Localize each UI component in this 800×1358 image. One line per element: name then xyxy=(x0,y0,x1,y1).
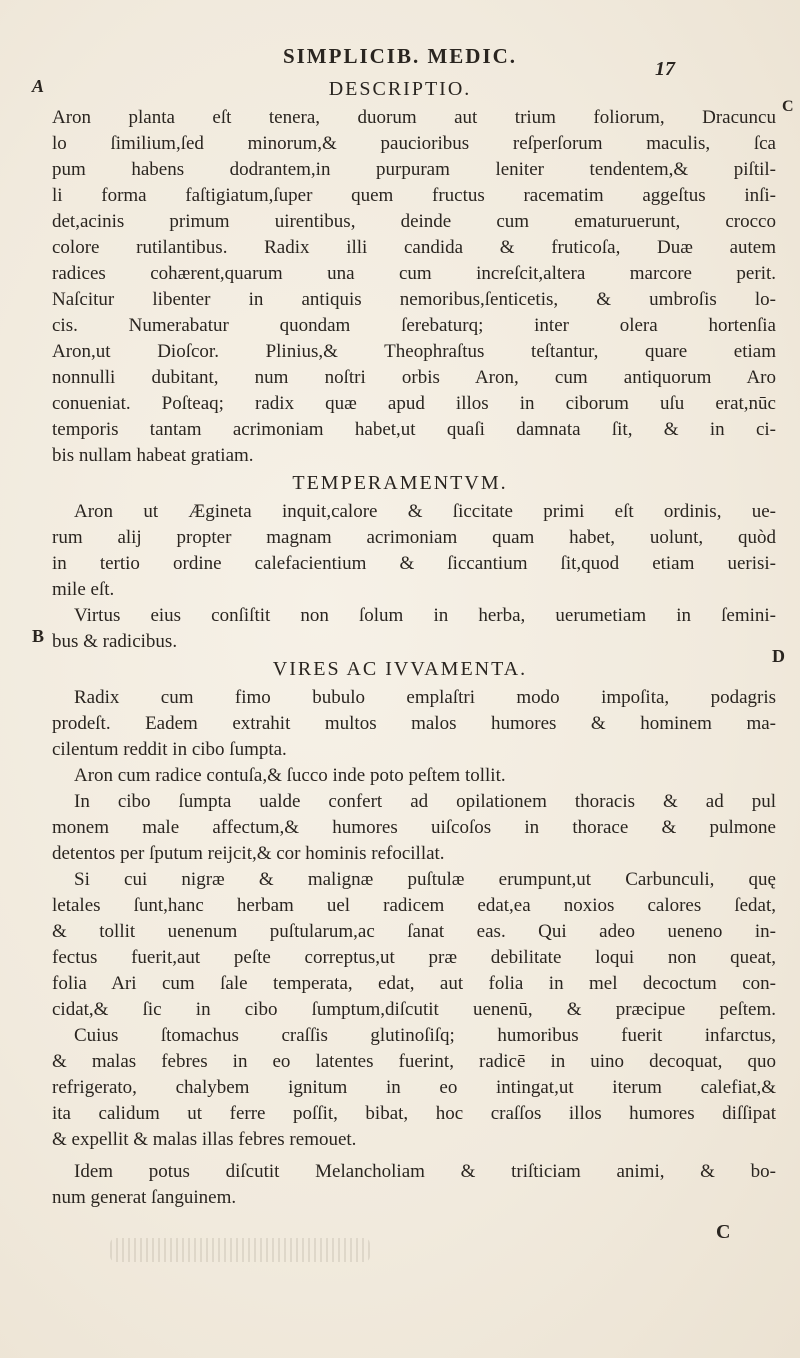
ink-smudge xyxy=(110,1238,370,1262)
text-line: detentos per ſputum reijcit,& cor hominis refocillat. xyxy=(52,843,445,864)
margin-letter-b: B xyxy=(32,626,45,646)
text-line: colore rutilantibus. Radix illi candida & fruticoſa, Duæ autem xyxy=(52,237,776,258)
text-line: temporis tantam acrimoniam habet,ut quaſi damnata ſit, & in ci- xyxy=(52,419,776,440)
text-line: refrigerato, chalybem ignitum in eo intingat,ut iterum calefiat,& xyxy=(52,1077,776,1098)
margin-letter-d: D xyxy=(772,646,785,666)
text-line: radices cohærent,quarum una cum increſcit,altera marcore perit. xyxy=(52,263,776,284)
text-line: bis nullam habeat gratiam. xyxy=(52,445,254,466)
text-line: mile eſt. xyxy=(52,579,115,600)
text-line: cidat,& ſic in cibo ſumptum,diſcutit uenenū, & præcipue peſtem. xyxy=(52,999,776,1020)
text-line: lo ſimilium,ſed minorum,& paucioribus reſperſorum maculis, ſca xyxy=(52,133,776,154)
text-line: Aron cum radice contuſa,& ſucco inde poto peſtem tollit. xyxy=(74,765,506,786)
margin-letter-a: A xyxy=(32,76,45,96)
text-line: ita calidum ut ferre poſſit, bibat, hoc craſſos illos humores diſſipat xyxy=(52,1103,776,1124)
text-line: Naſcitur libenter in antiquis nemoribus,ſenticetis, & umbroſis lo- xyxy=(52,289,776,310)
text-line: Virtus eius conſiſtit non ſolum in herba, uerumetiam in ſemini- xyxy=(74,605,776,626)
running-title: SIMPLICIB. MEDIC. xyxy=(282,44,518,68)
text-line: Idem potus diſcutit Melancholiam & triſticiam animi, & bo- xyxy=(74,1161,776,1182)
text-line: pum habens dodrantem,in purpuram leniter tendentem,& piſtil- xyxy=(52,159,776,180)
text-line: prodeſt. Eadem extrahit multos malos humores & hominem ma- xyxy=(52,713,776,734)
text-line: Cuius ſtomachus craſſis glutinoſiſq; humoribus fuerit infarctus, xyxy=(74,1025,776,1046)
text-line: Si cui nigræ & malignæ puſtulæ erumpunt,ut Carbunculi, quę xyxy=(74,869,776,890)
text-line: nonnulli dubitant, num noſtri orbis Aron, cum antiquorum Aro xyxy=(52,367,776,388)
text-line: & expellit & malas illas febres remouet. xyxy=(52,1129,357,1150)
text-line: rum alij propter magnam acrimoniam quam habet, uolunt, quòd xyxy=(52,527,776,548)
text-line: folia Ari cum ſale temperata, edat, aut folia in mel decoctum con- xyxy=(52,973,776,994)
text-line: fectus fuerit,aut peſte correptus,ut præ debilitate loqui non queat, xyxy=(52,947,776,968)
catchword: C xyxy=(716,1221,731,1243)
section-heading-descriptio: DESCRIPTIO. xyxy=(328,78,472,100)
text-line: in tertio ordine calefacientium & ſiccantium ſit,quod etiam uerisi- xyxy=(52,553,776,574)
text-line: Aron ut Ægineta inquit,calore & ſiccitate primi eſt ordinis, ue- xyxy=(74,501,776,522)
text-line: det,acinis primum uirentibus, deinde cum ematuruerunt, crocco xyxy=(52,211,776,232)
text-line: bus & radicibus. xyxy=(52,631,178,652)
text-line: monem male affectum,& humores uiſcoſos in thorace & pulmone xyxy=(52,817,776,838)
text-line: li forma faſtigiatum,ſuper quem fructus racematim aggeſtus inſi- xyxy=(52,185,776,206)
section-heading-vires: VIRES AC IVVAMENTA. xyxy=(272,658,528,680)
text-line: cilentum reddit in cibo ſumpta. xyxy=(52,739,287,760)
text-line: conueniat. Poſteaq; radix quæ apud illos in ciborum uſu erat,nūc xyxy=(52,393,776,414)
text-line: & malas febres in eo latentes fuerint, radicē in uino decoquat, quo xyxy=(52,1051,776,1072)
text-line: cis. Numerabatur quondam ſerebaturq; inter olera hortenſia xyxy=(52,315,776,336)
text-line: letales ſunt,hanc herbam uel radicem edat,ea noxios calores ſedat, xyxy=(52,895,776,916)
text-line: & tollit uenenum puſtularum,ac ſanat eas. Qui adeo ueneno in- xyxy=(52,921,776,942)
text-line: Aron planta eſt tenera, duorum aut trium foliorum, Dracuncu xyxy=(52,107,776,128)
folio-number: 17 xyxy=(655,58,675,80)
section-heading-temperamentum: TEMPERAMENTVM. xyxy=(292,472,508,494)
text-line: Radix cum fimo bubulo emplaſtri modo impoſita, podagris xyxy=(74,687,776,708)
margin-letter-c: C xyxy=(782,98,794,115)
text-line: In cibo ſumpta ualde confert ad opilationem thoracis & ad pul xyxy=(74,791,776,812)
text-line: num generat ſanguinem. xyxy=(52,1187,237,1208)
text-line: Aron,ut Dioſcor. Plinius,& Theophraſtus teſtantur, quare etiam xyxy=(52,341,776,362)
